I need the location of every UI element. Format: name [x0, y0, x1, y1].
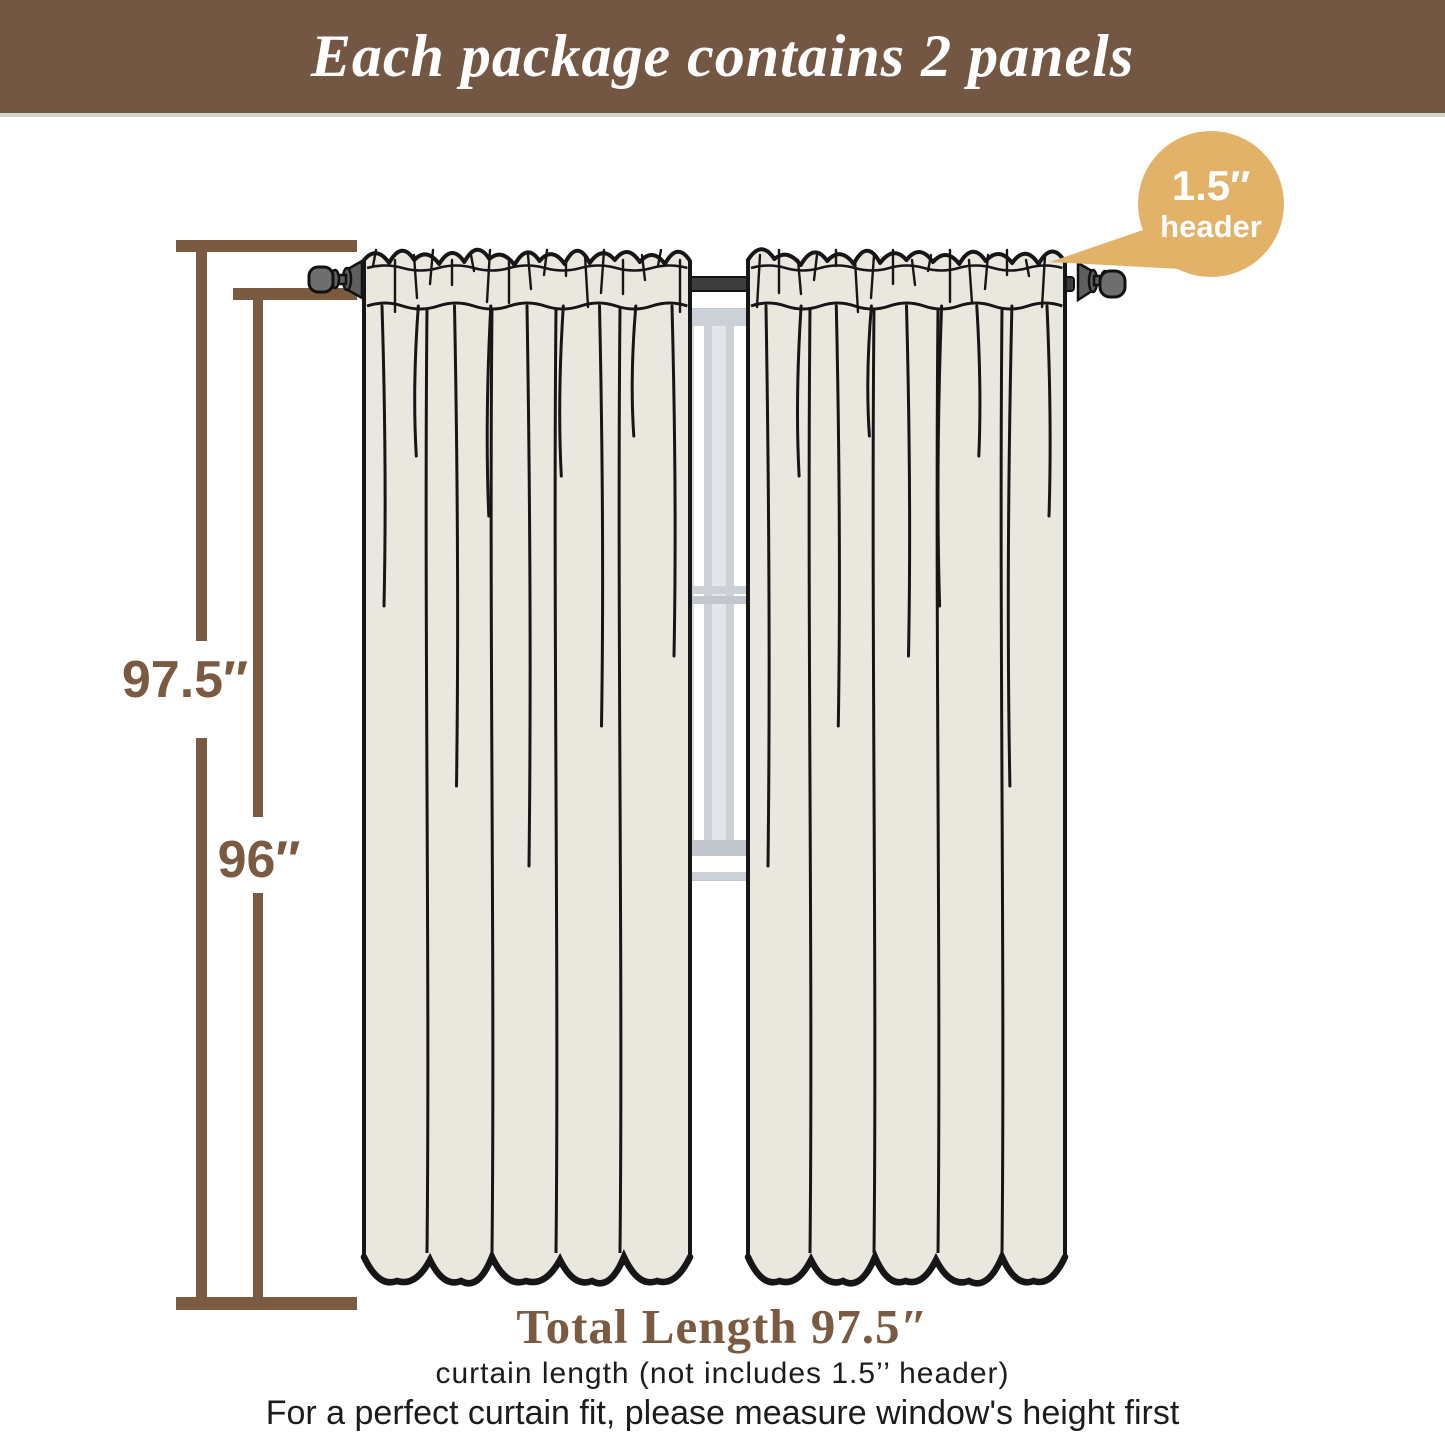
curtain-panel-right — [748, 249, 1065, 1283]
footer-note-1: curtain length (not includes 1.5’’ header) — [435, 1357, 1010, 1390]
measurement-label-curtain: 96″ — [217, 831, 301, 889]
callout-word: header — [1160, 209, 1262, 244]
footer-note-2: For a perfect curtain fit, please measure window's height first — [265, 1394, 1180, 1432]
footer — [0, 1300, 1445, 1432]
measurement-label-total: 97.5″ — [121, 651, 248, 709]
header-callout — [1138, 131, 1284, 277]
total-length-title: Total Length 97.5″ — [516, 1299, 929, 1354]
banner-title: Each package contains 2 panels — [310, 23, 1135, 89]
curtain-panel-left — [364, 250, 690, 1284]
callout-size: 1.5″ — [1171, 162, 1251, 209]
measurement-lines — [176, 240, 357, 1310]
